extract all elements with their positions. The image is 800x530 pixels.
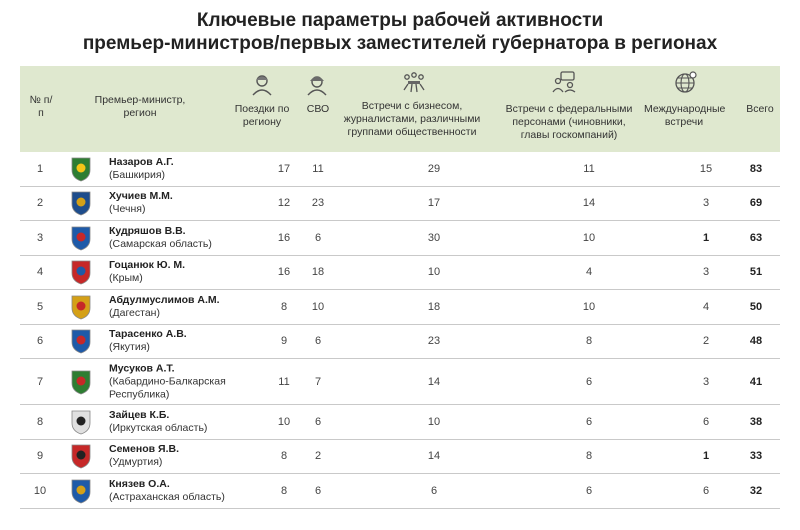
region-emblem-icon bbox=[70, 369, 92, 395]
svo-value: 11 bbox=[312, 162, 324, 175]
header-business: Встречи с бизнесом, журналистами, различными группами общественности bbox=[343, 100, 481, 138]
person-name: Тарасенко А.В. bbox=[109, 328, 187, 341]
person-cell bbox=[109, 328, 249, 354]
header-svo: СВО bbox=[306, 103, 330, 115]
total-value: 38 bbox=[749, 415, 763, 428]
total-value: 33 bbox=[749, 450, 763, 463]
svo-value: 6 bbox=[314, 484, 322, 497]
federal-value: 14 bbox=[582, 197, 596, 210]
table-row bbox=[20, 221, 780, 256]
header-num: № п/п bbox=[29, 94, 53, 119]
activity-table bbox=[20, 66, 780, 509]
trips-value: 8 bbox=[280, 300, 288, 313]
region-emblem-icon bbox=[70, 259, 92, 285]
business-value: 23 bbox=[427, 335, 441, 348]
header-trips: Поездки по региону bbox=[234, 103, 290, 128]
globe-icon bbox=[674, 70, 698, 94]
meeting-icon bbox=[402, 70, 426, 94]
region-name: (Астраханская область) bbox=[109, 490, 225, 503]
total-value: 32 bbox=[749, 484, 763, 497]
region-emblem-icon bbox=[70, 443, 92, 469]
person-cell bbox=[109, 362, 249, 401]
person-name: Семенов Я.В. bbox=[109, 443, 179, 456]
person-cell bbox=[109, 409, 249, 435]
region-name: (Кабардино-Балкарская Республика) bbox=[109, 375, 226, 400]
region-name: (Якутия) bbox=[109, 341, 150, 354]
intl-value: 3 bbox=[702, 197, 710, 210]
trips-value: 12 bbox=[277, 197, 291, 210]
business-value: 6 bbox=[430, 484, 438, 497]
row-number: 4 bbox=[36, 266, 44, 279]
federal-value: 10 bbox=[582, 300, 596, 313]
total-value: 83 bbox=[749, 162, 763, 175]
region-emblem-icon bbox=[70, 328, 92, 354]
svo-value: 6 bbox=[314, 415, 322, 428]
person-name: Абдулмуслимов А.М. bbox=[109, 293, 220, 306]
page-title bbox=[0, 0, 800, 52]
intl-value: 2 bbox=[702, 335, 710, 348]
svo-value: 6 bbox=[314, 231, 322, 244]
svo-value: 7 bbox=[314, 375, 322, 388]
row-number: 7 bbox=[36, 375, 44, 388]
svo-value: 23 bbox=[311, 197, 325, 210]
worker-icon bbox=[250, 72, 274, 96]
table-row bbox=[20, 440, 780, 475]
person-name: Назаров А.Г. bbox=[109, 155, 174, 168]
federal-value: 6 bbox=[585, 484, 593, 497]
region-emblem-icon bbox=[70, 478, 92, 504]
row-number: 10 bbox=[33, 484, 47, 497]
federal-value: 6 bbox=[585, 415, 593, 428]
person-name: Зайцев К.Б. bbox=[109, 408, 170, 421]
trips-value: 16 bbox=[277, 231, 291, 244]
row-number: 1 bbox=[36, 162, 44, 175]
person-cell bbox=[109, 225, 249, 251]
row-number: 2 bbox=[36, 197, 44, 210]
federal-value: 8 bbox=[585, 450, 593, 463]
federal-value: 4 bbox=[585, 266, 593, 279]
intl-value: 4 bbox=[702, 300, 710, 313]
table-row bbox=[20, 359, 780, 405]
table-row bbox=[20, 325, 780, 360]
row-number: 5 bbox=[36, 300, 44, 313]
trips-value: 11 bbox=[278, 375, 290, 388]
soldier-icon bbox=[305, 72, 329, 96]
intl-value: 15 bbox=[699, 162, 713, 175]
intl-value: 3 bbox=[702, 375, 710, 388]
business-value: 30 bbox=[427, 231, 441, 244]
person-cell bbox=[109, 294, 249, 320]
person-name: Гоцанюк Ю. М. bbox=[109, 259, 186, 272]
federal-value: 8 bbox=[585, 335, 593, 348]
region-name: (Дагестан) bbox=[109, 306, 160, 319]
total-value: 51 bbox=[749, 266, 763, 279]
person-cell bbox=[109, 443, 249, 469]
region-name: (Иркутская область) bbox=[109, 421, 208, 434]
intl-value: 3 bbox=[702, 266, 710, 279]
business-value: 29 bbox=[427, 162, 441, 175]
svo-value: 2 bbox=[314, 450, 322, 463]
region-emblem-icon bbox=[70, 294, 92, 320]
region-name: (Удмуртия) bbox=[109, 456, 163, 469]
intl-value: 1 bbox=[702, 231, 710, 244]
person-name: Хучиев М.М. bbox=[109, 190, 173, 203]
business-value: 10 bbox=[427, 266, 441, 279]
person-cell bbox=[109, 478, 249, 504]
business-value: 18 bbox=[427, 300, 441, 313]
header-intl: Международные встречи bbox=[644, 103, 726, 128]
svo-value: 6 bbox=[314, 335, 322, 348]
total-value: 48 bbox=[749, 335, 763, 348]
table-row bbox=[20, 405, 780, 440]
table-body bbox=[20, 152, 780, 509]
business-value: 10 bbox=[427, 415, 441, 428]
region-name: (Чечня) bbox=[109, 203, 146, 216]
trips-value: 17 bbox=[277, 162, 291, 175]
business-value: 17 bbox=[427, 197, 441, 210]
row-number: 9 bbox=[36, 450, 44, 463]
total-value: 50 bbox=[749, 300, 763, 313]
row-number: 8 bbox=[36, 415, 44, 428]
person-cell bbox=[109, 190, 249, 216]
region-name: (Самарская область) bbox=[109, 237, 212, 250]
trips-value: 16 bbox=[277, 266, 291, 279]
region-emblem-icon bbox=[70, 225, 92, 251]
row-number: 3 bbox=[36, 231, 44, 244]
person-name: Кудряшов В.В. bbox=[109, 224, 186, 237]
federal-value: 10 bbox=[582, 231, 596, 244]
business-value: 14 bbox=[427, 375, 441, 388]
table-header bbox=[20, 66, 780, 152]
federal-value: 11 bbox=[583, 162, 595, 175]
region-name: (Башкирия) bbox=[109, 168, 165, 181]
region-emblem-icon bbox=[70, 190, 92, 216]
region-emblem-icon bbox=[70, 409, 92, 435]
business-value: 14 bbox=[427, 450, 441, 463]
row-number: 6 bbox=[36, 335, 44, 348]
table-row bbox=[20, 152, 780, 187]
table-row bbox=[20, 290, 780, 325]
person-name: Мусуков А.Т. bbox=[109, 362, 175, 374]
header-federal: Встречи с федеральными персонами (чиновники, главы госкомпаний) bbox=[505, 103, 633, 141]
federal-value: 6 bbox=[585, 375, 593, 388]
table-row bbox=[20, 474, 780, 509]
header-person: Премьер-министр, регион bbox=[94, 94, 186, 119]
table-row bbox=[20, 256, 780, 291]
title-line-1: Ключевые параметры рабочей активности bbox=[196, 10, 604, 31]
trips-value: 9 bbox=[280, 335, 288, 348]
region-name: (Крым) bbox=[109, 272, 143, 285]
total-value: 41 bbox=[749, 375, 763, 388]
region-emblem-icon bbox=[70, 156, 92, 182]
trips-value: 8 bbox=[280, 450, 288, 463]
table-row bbox=[20, 187, 780, 222]
trips-value: 10 bbox=[277, 415, 291, 428]
trips-value: 8 bbox=[280, 484, 288, 497]
intl-value: 6 bbox=[702, 484, 710, 497]
person-name: Князев О.А. bbox=[109, 477, 170, 490]
title-line-2: премьер-министров/первых заместителей губернатора в регионах bbox=[82, 33, 718, 54]
person-cell bbox=[109, 156, 249, 182]
svo-value: 10 bbox=[311, 300, 325, 313]
intl-value: 1 bbox=[702, 450, 710, 463]
total-value: 69 bbox=[749, 197, 763, 210]
total-value: 63 bbox=[749, 231, 763, 244]
conversation-icon bbox=[552, 70, 576, 94]
header-total: Всего bbox=[746, 103, 774, 115]
person-cell bbox=[109, 259, 249, 285]
intl-value: 6 bbox=[702, 415, 710, 428]
svo-value: 18 bbox=[311, 266, 325, 279]
